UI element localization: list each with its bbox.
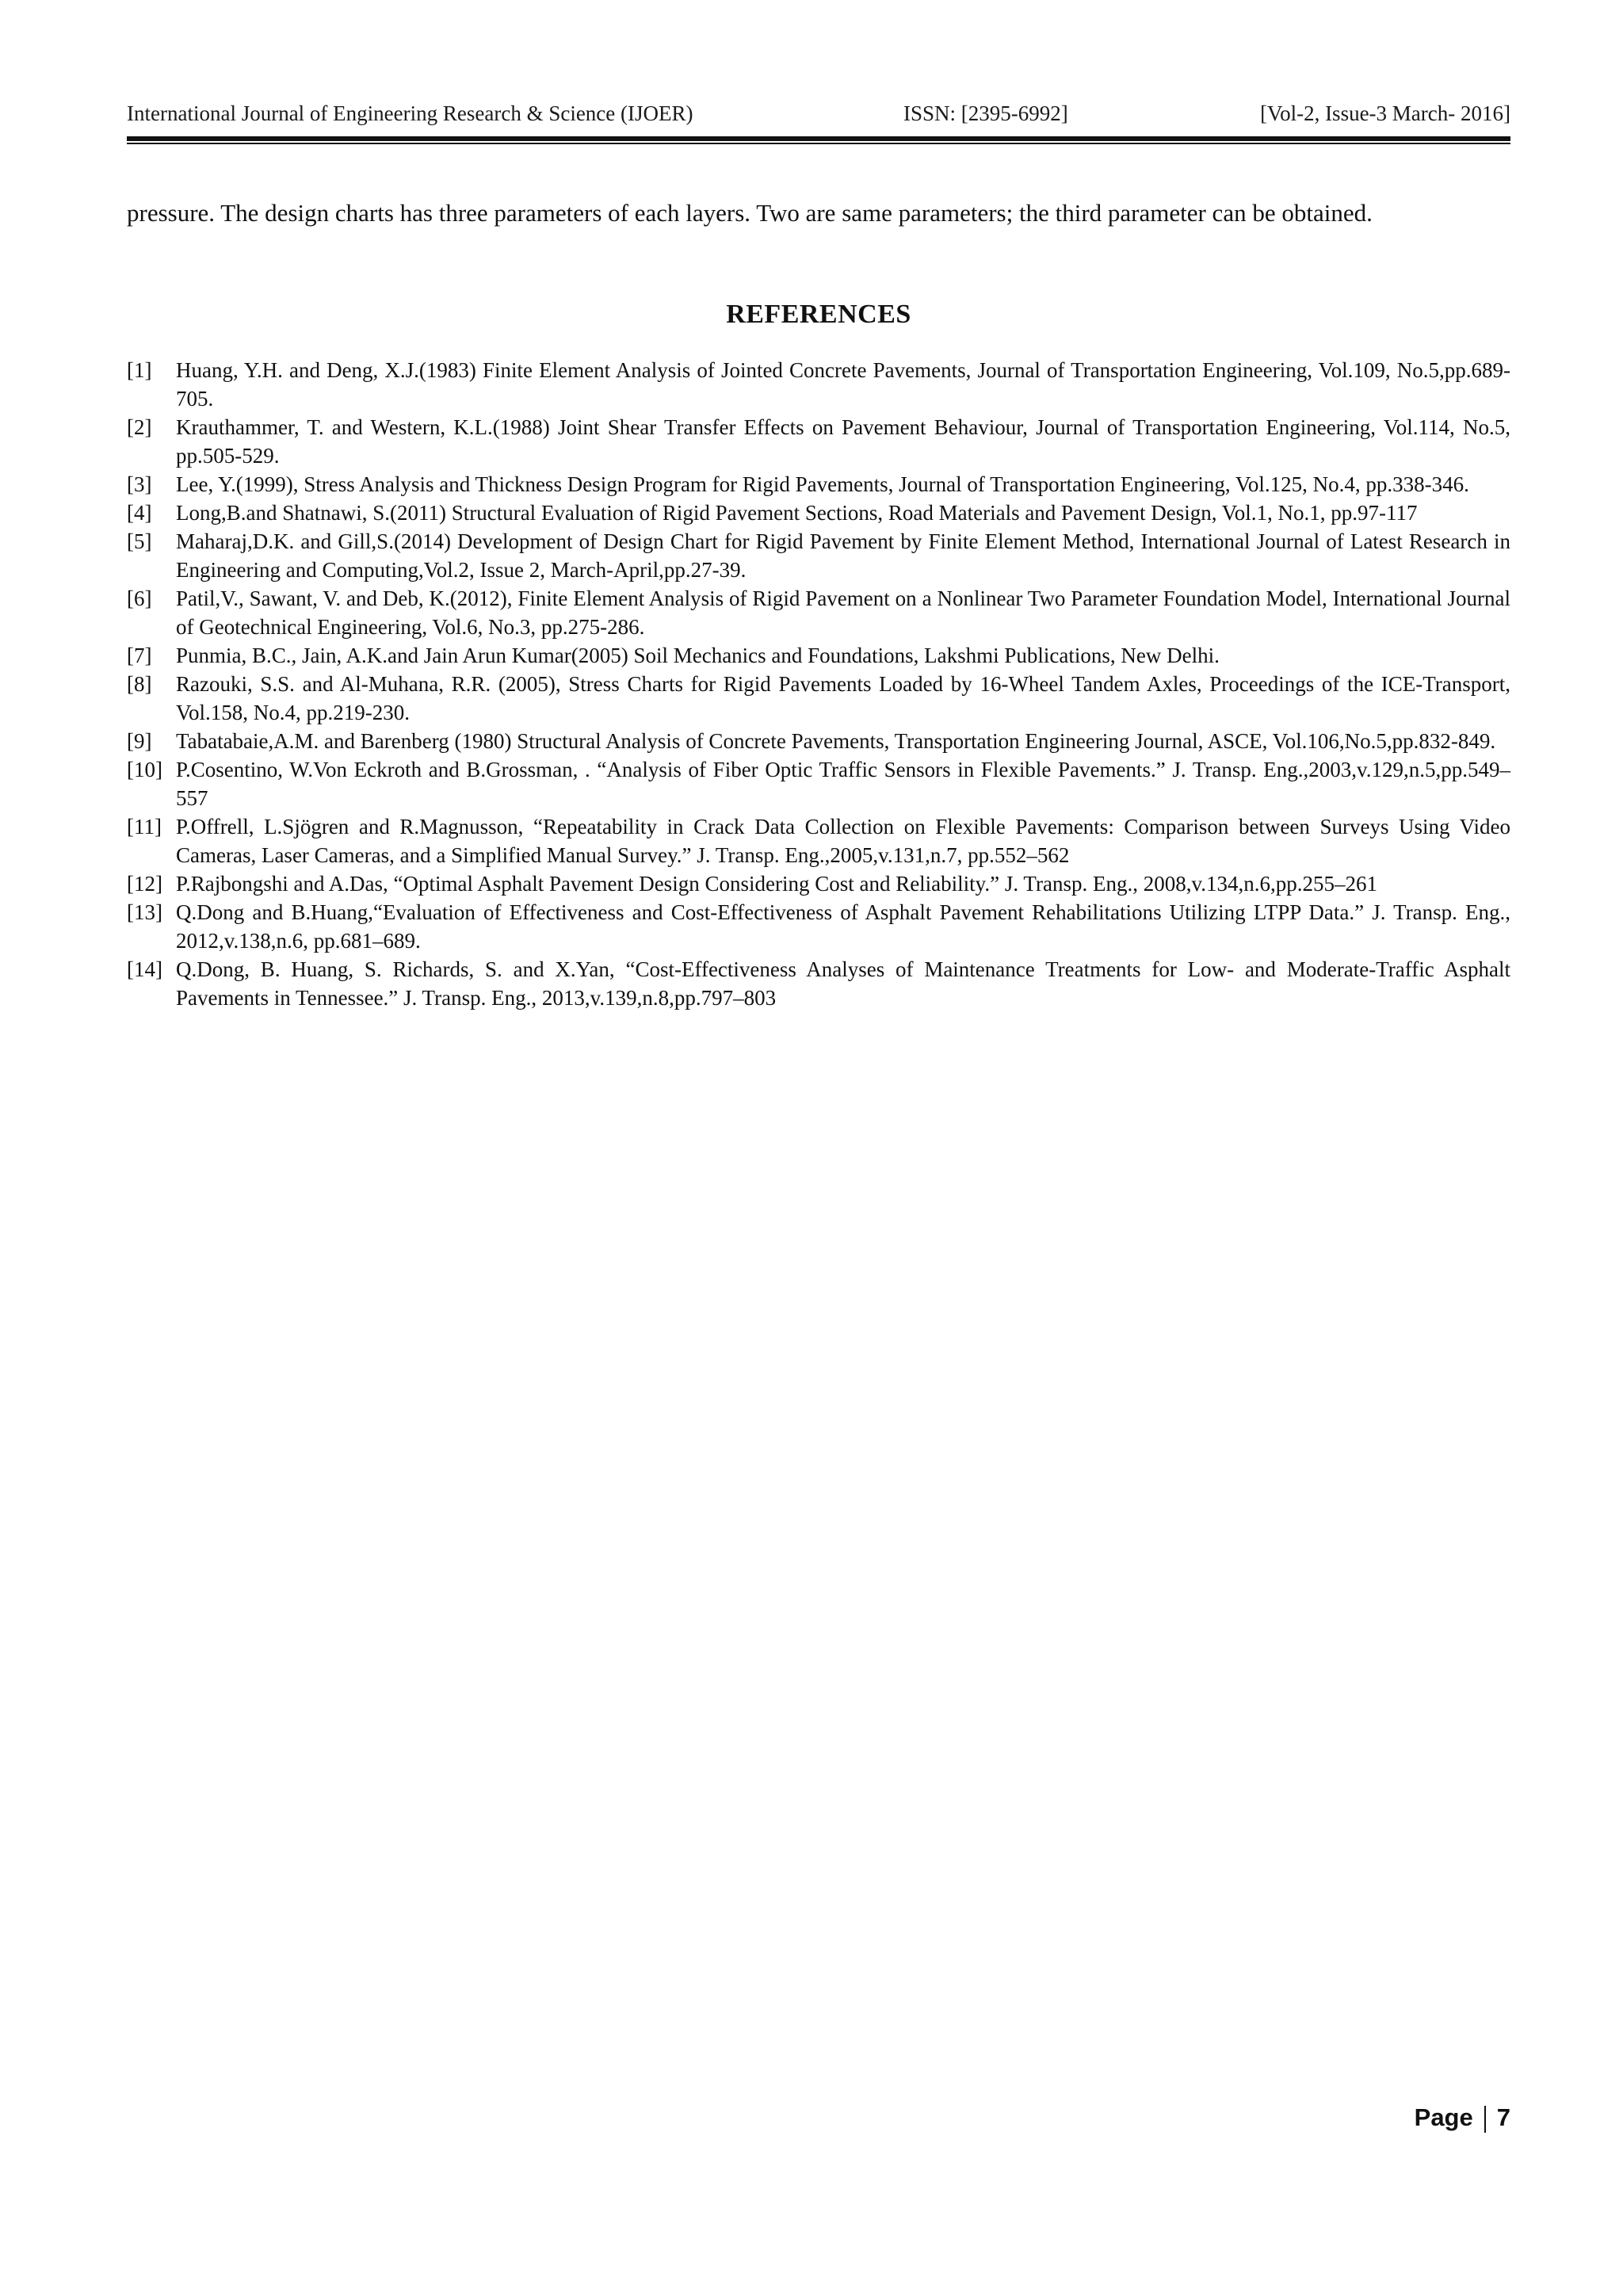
reference-number: [6] [127,586,152,610]
reference-number: [12] [127,872,162,896]
intro-paragraph: pressure. The design charts has three parameters of each layers. Two are same parameters; the third parameter can be obtained. [127,199,1373,227]
reference-text: Razouki, S.S. and Al-Muhana, R.R. (2005), Stress Charts for Rigid Pavements Loaded by 16-Wheel Tandem Axles, Proceedings of the ICE-Transport, Vol.158, No.4, pp.219-230. [176,672,1510,724]
reference-item [127,499,1510,527]
reference-item [127,356,1510,413]
reference-text: P.Offrell, L.Sjögren and R.Magnusson, “Repeatability in Crack Data Collection on Flexible Pavements: Comparison between Surveys Using Video Cameras, Laser Cameras, and a Simplified Manual Survey.” J. Transp. Eng.,2005,v.131,n.7, pp.552–562 [176,815,1510,867]
reference-text: Q.Dong, B. Huang, S. Richards, S. and X.Yan, “Cost-Effectiveness Analyses of Maintenance Treatments for Low- and Moderate-Traffic Asphalt Pavements in Tennessee.” J. Transp. Eng., 2013,v.139,n.8,pp.797–803 [176,957,1510,1010]
issn-label: ISSN: [2395-6992] [903,101,1068,125]
references-list [127,356,1510,1012]
footer-separator [1484,2106,1486,2133]
reference-text: P.Cosentino, W.Von Eckroth and B.Grossman, . “Analysis of Fiber Optic Traffic Sensors in Flexible Pavements.” J. Transp. Eng.,2003,v.129,n.5,pp.549–557 [176,758,1510,810]
reference-text: Patil,V., Sawant, V. and Deb, K.(2012), Finite Element Analysis of Rigid Pavement on a Nonlinear Two Parameter Foundation Model, International Journal of Geotechnical Engineering, Vol.6, No.3, pp.275-286. [176,586,1510,639]
reference-number: [14] [127,957,162,981]
reference-item [127,584,1510,641]
reference-item [127,670,1510,727]
reference-number: [5] [127,529,152,553]
reference-text: Q.Dong and B.Huang,“Evaluation of Effectiveness and Cost-Effectiveness of Asphalt Pavement Rehabilitations Utilizing LTPP Data.” J. Transp. Eng., 2012,v.138,n.6, pp.681–689. [176,900,1510,953]
reference-text: Krauthammer, T. and Western, K.L.(1988) Joint Shear Transfer Effects on Pavement Behaviour, Journal of Transportation Engineering, Vol.114, No.5, pp.505-529. [176,415,1510,468]
reference-text: Lee, Y.(1999), Stress Analysis and Thickness Design Program for Rigid Pavements, Journal of Transportation Engineering, Vol.125, No.4, pp.338-346. [176,472,1469,496]
running-header [127,98,1510,139]
reference-text: Punmia, B.C., Jain, A.K.and Jain Arun Kumar(2005) Soil Mechanics and Foundations, Lakshmi Publications, New Delhi. [176,644,1220,667]
reference-number: [10] [127,758,162,781]
volume-issue-label: [Vol-2, Issue-3 March- 2016] [1260,101,1510,125]
reference-text: Tabatabaie,A.M. and Barenberg (1980) Structural Analysis of Concrete Pavements, Transportation Engineering Journal, ASCE, Vol.106,No.5,pp.832-849. [176,729,1496,753]
reference-number: [1] [127,358,152,382]
reference-item [127,755,1510,812]
reference-item [127,641,1510,670]
reference-number: [8] [127,672,152,696]
reference-number: [4] [127,501,152,525]
reference-number: [11] [127,815,162,839]
reference-number: [13] [127,900,162,924]
reference-text: P.Rajbongshi and A.Das, “Optimal Asphalt Pavement Design Considering Cost and Reliability.” J. Transp. Eng., 2008,v.134,n.6,pp.255–261 [176,872,1377,896]
reference-item [127,470,1510,499]
reference-number: [3] [127,472,152,496]
reference-item [127,869,1510,898]
reference-number: [9] [127,729,152,753]
reference-number: [7] [127,644,152,667]
reference-item [127,898,1510,955]
header-rule-thin [127,143,1510,144]
reference-item [127,527,1510,584]
reference-item [127,413,1510,470]
reference-number: [2] [127,415,152,439]
references-heading: REFERENCES [726,300,911,329]
journal-title: International Journal of Engineering Research & Science (IJOER) [127,101,693,125]
reference-text: Long,B.and Shatnawi, S.(2011) Structural Evaluation of Rigid Pavement Sections, Road Materials and Pavement Design, Vol.1, No.1, pp.97-117 [176,501,1418,525]
reference-item [127,812,1510,869]
reference-item [127,727,1510,755]
page-number: 7 [1496,2103,1510,2131]
reference-text: Maharaj,D.K. and Gill,S.(2014) Development of Design Chart for Rigid Pavement by Finite Element Method, International Journal of Latest Research in Engineering and Computing,Vol.2, Issue 2, March-April,pp.27-39. [176,529,1510,582]
page-footer [1415,2103,1510,2133]
reference-text: Huang, Y.H. and Deng, X.J.(1983) Finite Element Analysis of Jointed Concrete Pavements, Journal of Transportation Engineering, Vol.109, No.5,pp.689-705. [176,358,1510,411]
page-label: Page [1414,2103,1473,2131]
header-rule-thick [127,136,1510,141]
reference-item [127,955,1510,1012]
